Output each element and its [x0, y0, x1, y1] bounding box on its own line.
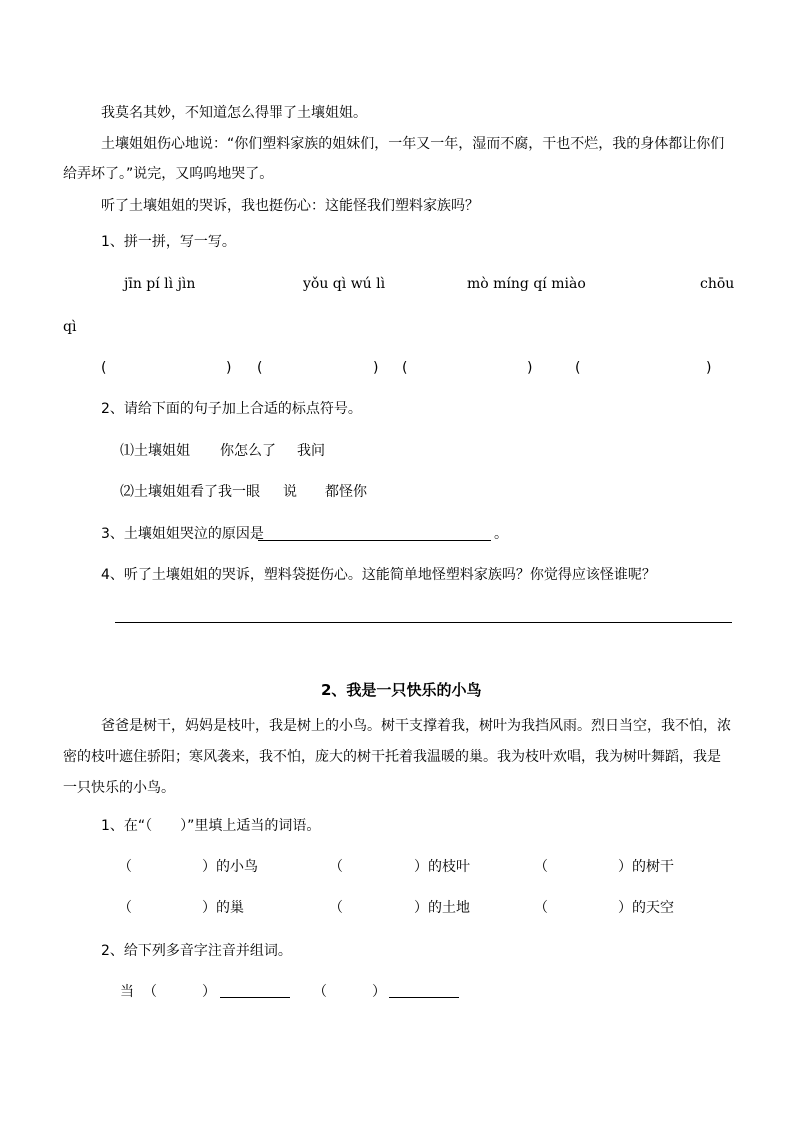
pinyin-item: chōu: [700, 276, 735, 292]
question-label: 2、给下列多音字注音并组词。: [101, 943, 292, 959]
pinyin-item: jīn pí lì jìn: [124, 276, 196, 292]
sentence-part: ⑵土壤姐姐看了我一眼: [120, 484, 260, 500]
sentence-part: 我问: [297, 443, 325, 459]
fill-bracket-open: （: [534, 859, 548, 875]
pinyin-item: mò míng qí miào: [467, 276, 586, 292]
passage-paragraph: 听了土壤姐姐的哭诉，我也挺伤心：这能怪我们塑料家族吗？: [101, 198, 479, 214]
answer-line: [258, 540, 491, 541]
passage-paragraph: 我莫名其妙，不知道怎么得罪了土壤姐姐。: [101, 105, 367, 121]
fill-word: ）的土地: [414, 900, 470, 916]
question-label: 2、请给下面的句子加上合适的标点符号。: [101, 401, 362, 417]
answer-bracket-close: ): [226, 360, 232, 376]
pinyin-item: yǒu qì wú lì: [303, 276, 386, 292]
section-title: 2、我是一只快乐的小鸟: [321, 681, 482, 699]
polyphonic-char: 当: [120, 984, 134, 1000]
sentence-end: 。: [494, 526, 508, 542]
answer-bracket-open: (: [257, 360, 263, 376]
question-label: 3、土壤姐姐哭泣的原因是: [101, 526, 264, 542]
question-label: 4、听了土壤姐姐的哭诉，塑料袋挺伤心。这能简单地怪塑料家族吗？你觉得应该怪谁呢？: [101, 567, 656, 583]
passage-paragraph-cont: 一只快乐的小鸟。: [63, 780, 175, 796]
passage-paragraph: 爸爸是树干，妈妈是枝叶，我是树上的小鸟。树干支撑着我，树叶为我挡风雨。烈日当空，我不怕，浓: [101, 718, 731, 734]
question-label: 1、拼一拼，写一写。: [101, 234, 236, 250]
sentence-part: 你怎么了: [220, 443, 276, 459]
passage-paragraph-cont: 给弄坏了。”说完，又呜呜地哭了。: [63, 166, 274, 182]
pinyin-bracket-close: ）: [202, 984, 216, 1000]
sentence-part: ⑴土壤姐姐: [120, 443, 190, 459]
answer-bracket-close: ): [373, 360, 379, 376]
answer-bracket-close: ): [527, 360, 533, 376]
answer-line: [115, 622, 732, 623]
answer-bracket-open: (: [402, 360, 408, 376]
fill-bracket-open: （: [534, 900, 548, 916]
answer-line: [389, 997, 459, 998]
fill-word: ）的树干: [618, 859, 674, 875]
question-label: 1、在“（ ）”里填上适当的词语。: [101, 818, 321, 834]
answer-line: [220, 997, 290, 998]
passage-paragraph-cont: 密的枝叶遮住骄阳；寒风袭来，我不怕，庞大的树干托着我温暖的巢。我为枝叶欢唱，我为树叶舞蹈，我是: [63, 749, 721, 765]
fill-bracket-open: （: [329, 900, 343, 916]
answer-bracket-open: (: [101, 360, 107, 376]
fill-word: ）的小鸟: [202, 859, 258, 875]
answer-bracket-close: ): [706, 360, 712, 376]
passage-paragraph: 土壤姐姐伤心地说：“你们塑料家族的姐妹们，一年又一年，湿而不腐，干也不烂，我的身体都让你们: [101, 136, 725, 152]
sentence-part: 说: [283, 484, 297, 500]
pinyin-bracket-open: （: [143, 984, 157, 1000]
sentence-part: 都怪你: [325, 484, 367, 500]
fill-bracket-open: （: [118, 900, 132, 916]
pinyin-item-cont: qì: [63, 319, 77, 335]
fill-bracket-open: （: [329, 859, 343, 875]
pinyin-bracket-close: ）: [372, 984, 386, 1000]
fill-word: ）的巢: [202, 900, 244, 916]
answer-bracket-open: (: [575, 360, 581, 376]
fill-bracket-open: （: [118, 859, 132, 875]
fill-word: ）的天空: [618, 900, 674, 916]
pinyin-bracket-open: （: [313, 984, 327, 1000]
fill-word: ）的枝叶: [414, 859, 470, 875]
